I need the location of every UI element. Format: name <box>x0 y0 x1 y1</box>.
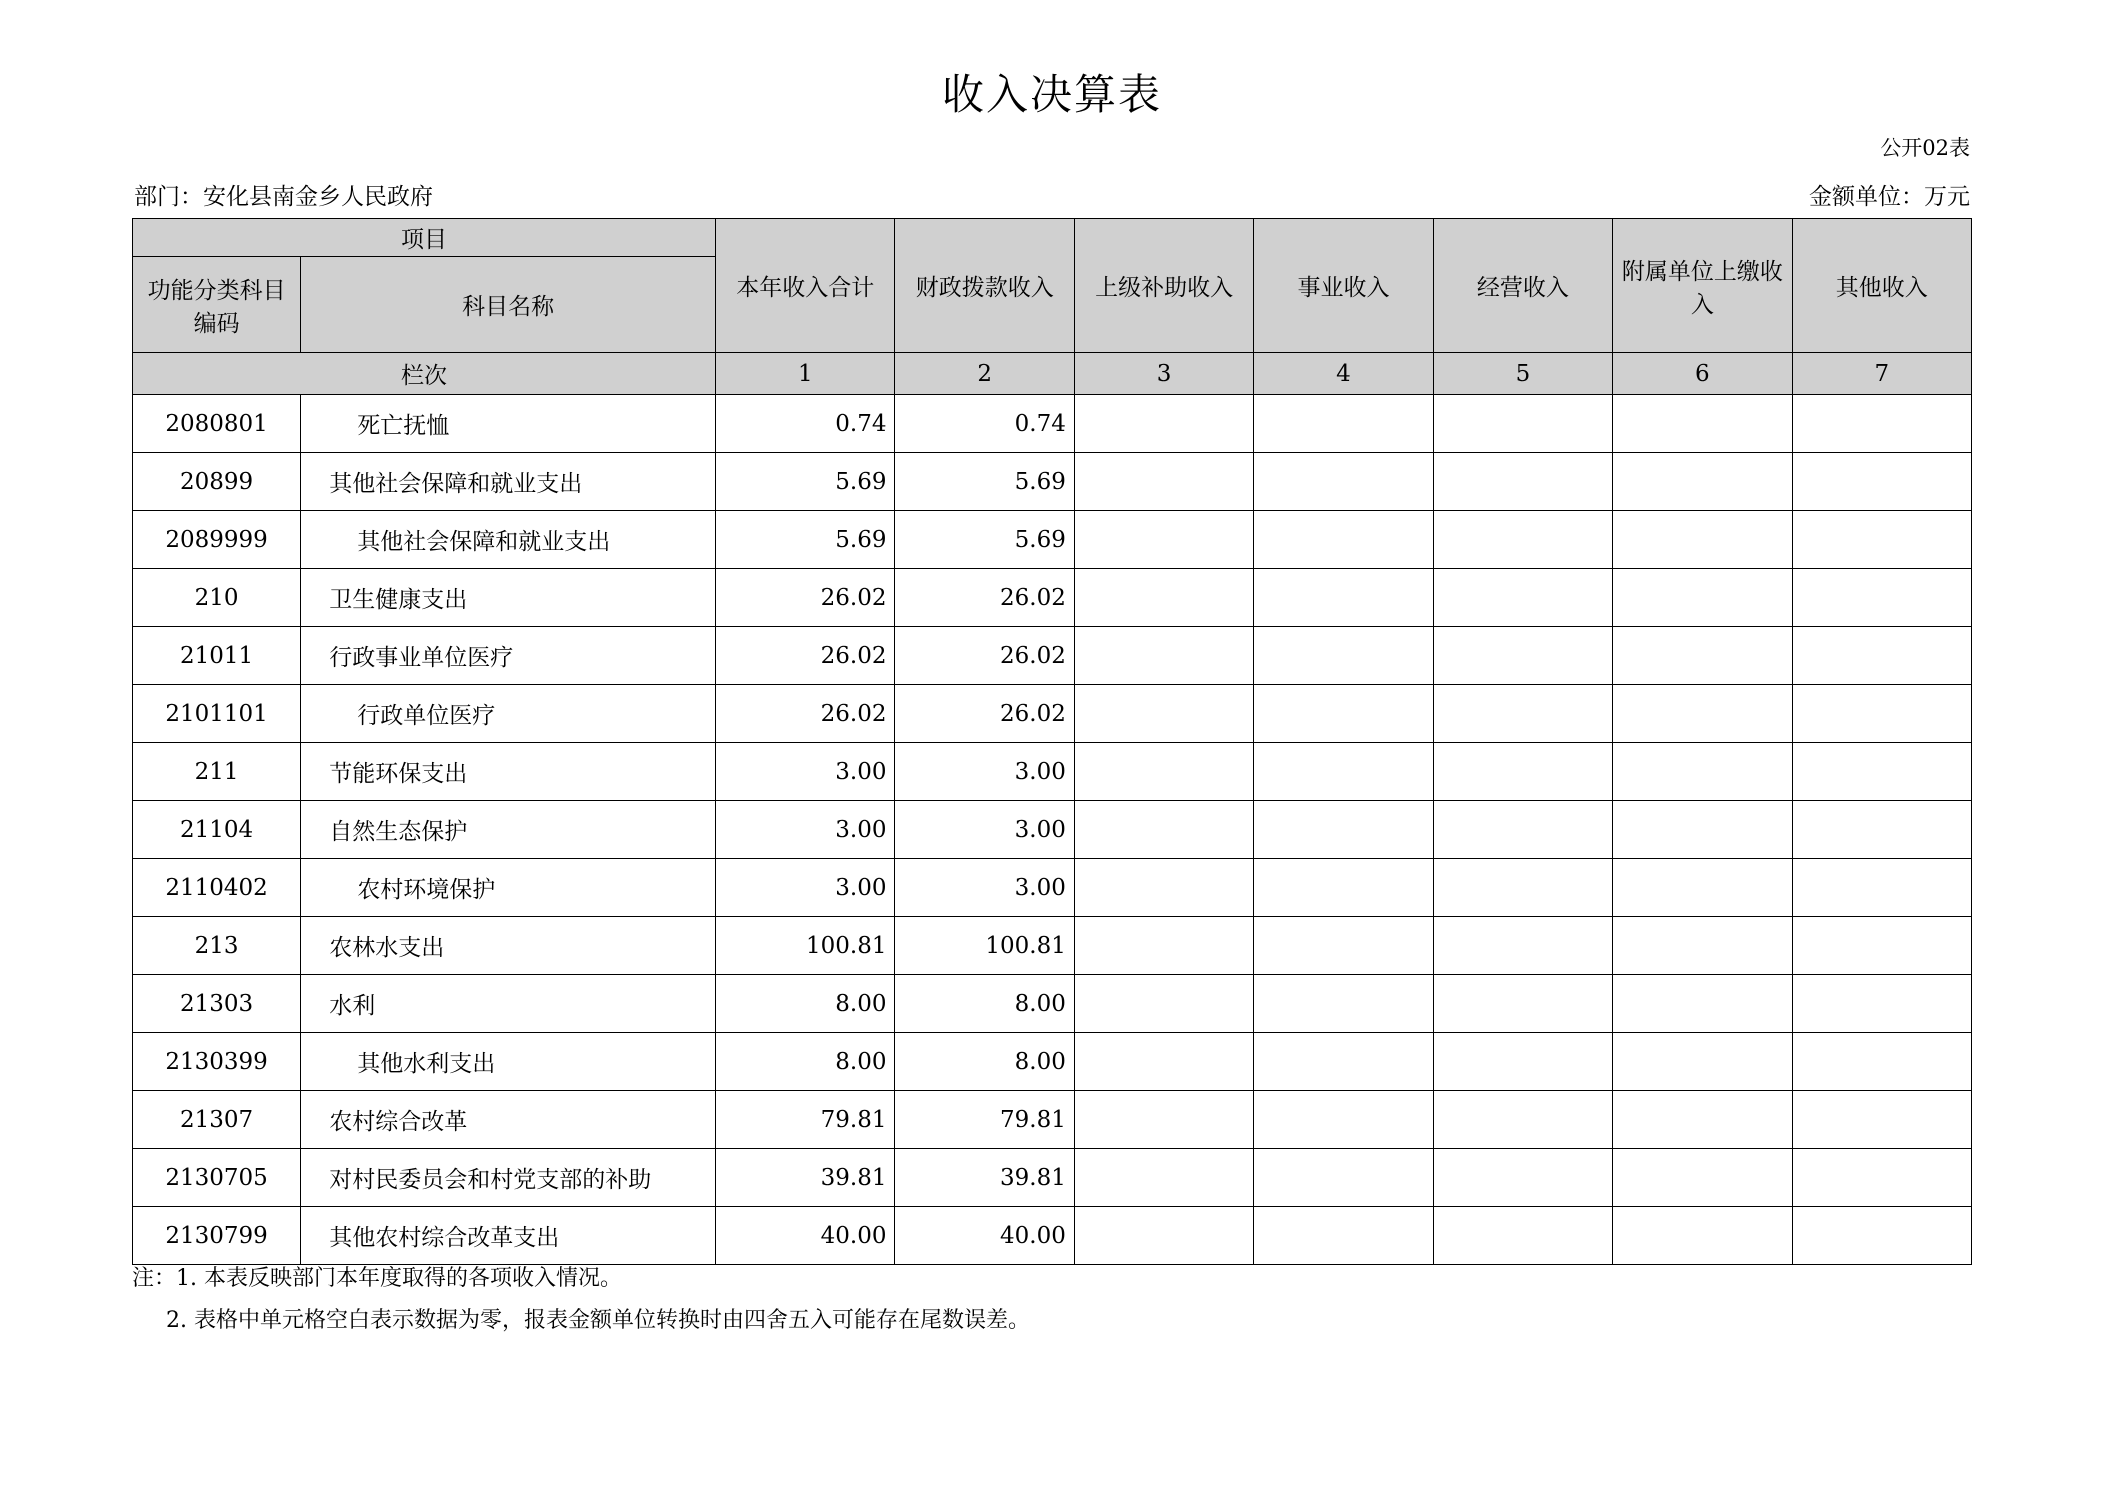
cell-subject-name: 农林水支出 <box>301 917 716 975</box>
cell-subject-name: 其他社会保障和就业支出 <box>301 511 716 569</box>
cell-code: 20899 <box>133 453 301 511</box>
cell-empty <box>1613 627 1792 685</box>
cell-value: 40.00 <box>895 1207 1074 1265</box>
cell-empty <box>1792 453 1971 511</box>
table-row <box>133 917 1972 975</box>
cell-empty <box>1433 627 1612 685</box>
cell-value: 26.02 <box>716 627 895 685</box>
cell-subject-name: 行政单位医疗 <box>301 685 716 743</box>
rank-number-4: 4 <box>1254 353 1433 395</box>
cell-empty <box>1613 1149 1792 1207</box>
rank-number-6: 6 <box>1613 353 1792 395</box>
header-col-1: 本年收入合计 <box>716 219 895 353</box>
cell-empty <box>1254 1033 1433 1091</box>
cell-empty <box>1254 1207 1433 1265</box>
rank-number-3: 3 <box>1074 353 1253 395</box>
cell-empty <box>1613 801 1792 859</box>
cell-empty <box>1613 511 1792 569</box>
cell-empty <box>1254 453 1433 511</box>
note-line-1: 注：1. 本表反映部门本年度取得的各项收入情况。 <box>132 1266 622 1291</box>
cell-empty <box>1433 685 1612 743</box>
cell-empty <box>1074 511 1253 569</box>
table-row <box>133 975 1972 1033</box>
header-col-5: 经营收入 <box>1433 219 1612 353</box>
cell-empty <box>1433 975 1612 1033</box>
table-row <box>133 1091 1972 1149</box>
cell-code: 21303 <box>133 975 301 1033</box>
cell-value: 26.02 <box>895 627 1074 685</box>
cell-code: 2080801 <box>133 395 301 453</box>
table-row <box>133 1033 1972 1091</box>
cell-value: 26.02 <box>716 685 895 743</box>
revenue-final-accounts-table <box>132 218 1972 1265</box>
cell-value: 8.00 <box>716 1033 895 1091</box>
cell-empty <box>1792 801 1971 859</box>
table-row <box>133 395 1972 453</box>
cell-empty <box>1074 859 1253 917</box>
meta-row <box>0 178 2104 208</box>
cell-empty <box>1254 627 1433 685</box>
cell-subject-name: 对村民委员会和村党支部的补助 <box>301 1149 716 1207</box>
cell-value: 40.00 <box>716 1207 895 1265</box>
cell-code: 21104 <box>133 801 301 859</box>
cell-value: 3.00 <box>716 743 895 801</box>
cell-empty <box>1433 1149 1612 1207</box>
cell-empty <box>1074 395 1253 453</box>
header-col-name: 科目名称 <box>301 257 716 353</box>
cell-code: 21011 <box>133 627 301 685</box>
header-col-2: 财政拨款收入 <box>895 219 1074 353</box>
cell-value: 8.00 <box>895 1033 1074 1091</box>
cell-empty <box>1792 395 1971 453</box>
cell-empty <box>1613 1207 1792 1265</box>
cell-value: 39.81 <box>895 1149 1074 1207</box>
cell-empty <box>1792 1207 1971 1265</box>
cell-subject-name: 死亡抚恤 <box>301 395 716 453</box>
cell-empty <box>1433 743 1612 801</box>
table-header-group-row <box>133 219 1972 257</box>
cell-code: 2110402 <box>133 859 301 917</box>
cell-value: 8.00 <box>895 975 1074 1033</box>
cell-empty <box>1613 743 1792 801</box>
cell-empty <box>1613 1091 1792 1149</box>
cell-empty <box>1074 801 1253 859</box>
cell-empty <box>1613 1033 1792 1091</box>
cell-value: 3.00 <box>716 859 895 917</box>
table-row <box>133 1149 1972 1207</box>
header-col-code: 功能分类科目编码 <box>133 257 301 353</box>
cell-empty <box>1433 801 1612 859</box>
table-row <box>133 453 1972 511</box>
cell-subject-name: 其他社会保障和就业支出 <box>301 453 716 511</box>
cell-subject-name: 其他农村综合改革支出 <box>301 1207 716 1265</box>
cell-empty <box>1792 859 1971 917</box>
cell-subject-name: 农村综合改革 <box>301 1091 716 1149</box>
rank-number-2: 2 <box>895 353 1074 395</box>
cell-empty <box>1254 917 1433 975</box>
cell-empty <box>1792 685 1971 743</box>
cell-value: 3.00 <box>895 801 1074 859</box>
cell-code: 2130705 <box>133 1149 301 1207</box>
cell-code: 213 <box>133 917 301 975</box>
page-title: 收入决算表 <box>941 70 1162 119</box>
cell-empty <box>1433 859 1612 917</box>
table-row <box>133 511 1972 569</box>
cell-empty <box>1074 1091 1253 1149</box>
cell-code: 2089999 <box>133 511 301 569</box>
cell-empty <box>1254 801 1433 859</box>
cell-empty <box>1792 1091 1971 1149</box>
cell-empty <box>1433 511 1612 569</box>
cell-empty <box>1074 627 1253 685</box>
amount-unit-label: 金额单位：万元 <box>1809 184 1970 210</box>
cell-empty <box>1074 917 1253 975</box>
cell-code: 2101101 <box>133 685 301 743</box>
rank-label: 栏次 <box>133 353 716 395</box>
cell-empty <box>1433 917 1612 975</box>
rank-number-1: 1 <box>716 353 895 395</box>
table-rank-row <box>133 353 1972 395</box>
header-col-3: 上级补助收入 <box>1074 219 1253 353</box>
cell-value: 0.74 <box>895 395 1074 453</box>
department-label: 部门：安化县南金乡人民政府 <box>134 184 433 210</box>
cell-empty <box>1792 975 1971 1033</box>
table-row <box>133 1207 1972 1265</box>
cell-empty <box>1613 453 1792 511</box>
cell-empty <box>1074 453 1253 511</box>
cell-value: 5.69 <box>716 453 895 511</box>
cell-empty <box>1792 1149 1971 1207</box>
cell-subject-name: 其他水利支出 <box>301 1033 716 1091</box>
cell-empty <box>1613 859 1792 917</box>
table-row <box>133 685 1972 743</box>
cell-value: 5.69 <box>895 453 1074 511</box>
header-group-item: 项目 <box>133 219 716 257</box>
cell-code: 211 <box>133 743 301 801</box>
cell-empty <box>1254 743 1433 801</box>
cell-empty <box>1074 1207 1253 1265</box>
cell-empty <box>1792 511 1971 569</box>
rank-number-7: 7 <box>1792 353 1971 395</box>
cell-empty <box>1254 685 1433 743</box>
cell-value: 0.74 <box>716 395 895 453</box>
cell-empty <box>1254 859 1433 917</box>
table-row <box>133 801 1972 859</box>
header-col-7: 其他收入 <box>1792 219 1971 353</box>
cell-empty <box>1074 743 1253 801</box>
cell-empty <box>1792 1033 1971 1091</box>
cell-empty <box>1254 975 1433 1033</box>
rank-number-5: 5 <box>1433 353 1612 395</box>
cell-value: 79.81 <box>895 1091 1074 1149</box>
cell-empty <box>1433 453 1612 511</box>
cell-code: 2130799 <box>133 1207 301 1265</box>
table-row <box>133 569 1972 627</box>
cell-empty <box>1074 975 1253 1033</box>
form-code-label: 公开02表 <box>1880 136 1970 160</box>
cell-empty <box>1613 917 1792 975</box>
cell-empty <box>1613 569 1792 627</box>
cell-empty <box>1433 1207 1612 1265</box>
cell-value: 3.00 <box>716 801 895 859</box>
cell-value: 5.69 <box>895 511 1074 569</box>
cell-value: 26.02 <box>895 569 1074 627</box>
cell-value: 8.00 <box>716 975 895 1033</box>
cell-empty <box>1792 917 1971 975</box>
cell-value: 79.81 <box>716 1091 895 1149</box>
cell-empty <box>1254 1149 1433 1207</box>
cell-code: 21307 <box>133 1091 301 1149</box>
cell-empty <box>1254 511 1433 569</box>
cell-value: 100.81 <box>716 917 895 975</box>
cell-empty <box>1074 1149 1253 1207</box>
cell-subject-name: 农村环境保护 <box>301 859 716 917</box>
cell-value: 39.81 <box>716 1149 895 1207</box>
cell-empty <box>1613 975 1792 1033</box>
cell-empty <box>1254 1091 1433 1149</box>
cell-subject-name: 水利 <box>301 975 716 1033</box>
note-line-2: 2. 表格中单元格空白表示数据为零，报表金额单位转换时由四舍五入可能存在尾数误差。 <box>166 1307 1030 1333</box>
cell-empty <box>1613 395 1792 453</box>
cell-empty <box>1433 569 1612 627</box>
cell-empty <box>1074 685 1253 743</box>
cell-empty <box>1074 1033 1253 1091</box>
header-col-4: 事业收入 <box>1254 219 1433 353</box>
table-row <box>133 859 1972 917</box>
cell-empty <box>1254 395 1433 453</box>
cell-empty <box>1433 1033 1612 1091</box>
cell-value: 26.02 <box>895 685 1074 743</box>
cell-value: 100.81 <box>895 917 1074 975</box>
cell-empty <box>1433 1091 1612 1149</box>
cell-code: 2130399 <box>133 1033 301 1091</box>
cell-subject-name: 自然生态保护 <box>301 801 716 859</box>
cell-empty <box>1792 569 1971 627</box>
cell-empty <box>1433 395 1612 453</box>
table-row <box>133 743 1972 801</box>
cell-subject-name: 行政事业单位医疗 <box>301 627 716 685</box>
table-notes <box>132 1258 1030 1342</box>
cell-value: 3.00 <box>895 743 1074 801</box>
cell-code: 210 <box>133 569 301 627</box>
table-body <box>133 395 1972 1265</box>
cell-value: 3.00 <box>895 859 1074 917</box>
cell-subject-name: 卫生健康支出 <box>301 569 716 627</box>
header-col-6: 附属单位上缴收入 <box>1613 219 1792 353</box>
cell-value: 26.02 <box>716 569 895 627</box>
cell-value: 5.69 <box>716 511 895 569</box>
cell-empty <box>1074 569 1253 627</box>
cell-empty <box>1613 685 1792 743</box>
cell-empty <box>1792 627 1971 685</box>
cell-empty <box>1254 569 1433 627</box>
cell-subject-name: 节能环保支出 <box>301 743 716 801</box>
table-row <box>133 627 1972 685</box>
cell-empty <box>1792 743 1971 801</box>
